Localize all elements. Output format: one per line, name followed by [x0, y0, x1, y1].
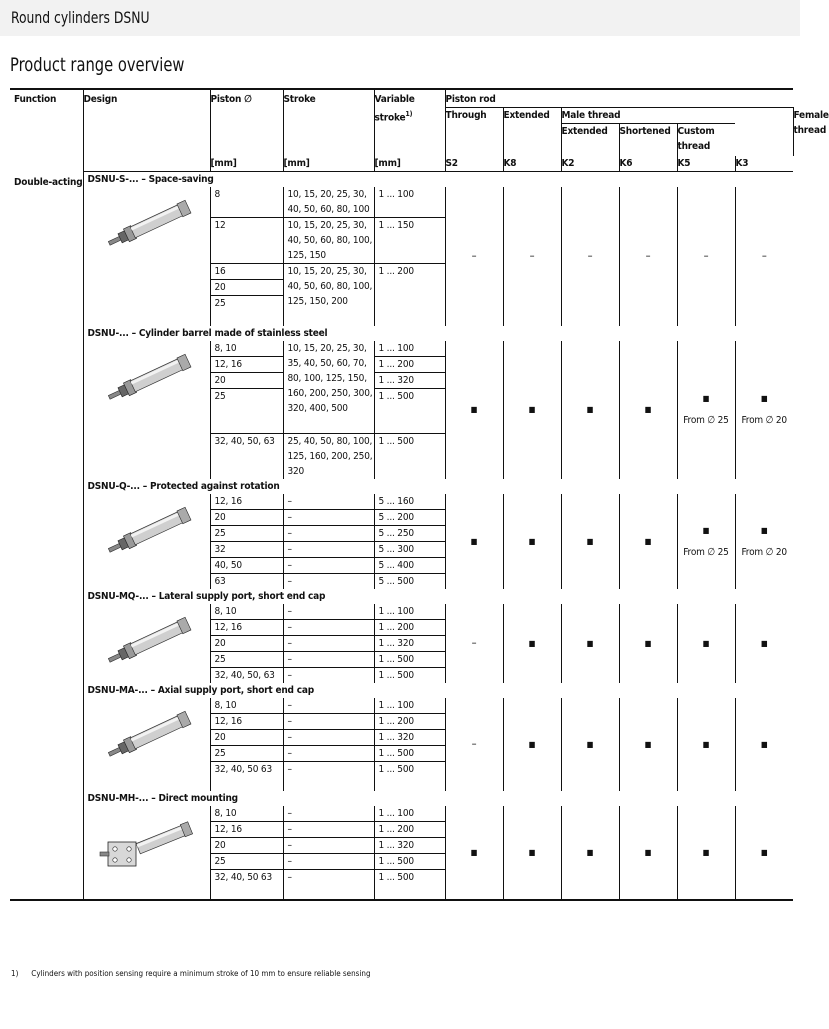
stroke-values: 10, 15, 20, 25, 30, 35, 40, 50, 60, 70, 80, 100, 125, 150, 160, 200, 250, 300, 320, 400, 500 — [283, 341, 374, 434]
direct-mount-cylinder-illustration — [94, 814, 204, 874]
cylinder-illustration — [94, 706, 204, 766]
availability-mark — [735, 494, 793, 589]
code-k8: K8 — [503, 156, 561, 172]
piston-diameter: 32, 40, 50 63 — [210, 761, 283, 791]
piston-diameter: 32, 40, 50, 63 — [210, 667, 283, 683]
piston-diameter: 40, 50 — [210, 557, 283, 573]
piston-diameter: 20 — [210, 280, 283, 296]
variable-stroke: 5 ... 300 — [374, 541, 445, 557]
filled-square-icon: ■ — [644, 638, 652, 648]
filled-square-icon: ■ — [528, 847, 536, 857]
filled-square-icon: ■ — [702, 847, 710, 857]
piston-diameter: 16 — [210, 264, 283, 280]
availability-mark — [561, 698, 619, 792]
variable-stroke: 1 ... 320 — [374, 838, 445, 854]
filled-square-icon: ■ — [586, 847, 594, 857]
col-male-thread: Male thread — [561, 108, 793, 124]
stroke-values: 10, 15, 20, 25, 30, 40, 50, 60, 80, 100 — [283, 187, 374, 218]
availability-mark — [503, 494, 561, 589]
variable-stroke: 1 ... 200 — [374, 356, 445, 372]
availability-mark — [619, 806, 677, 900]
variable-stroke: 1 ... 500 — [374, 388, 445, 433]
filled-square-icon: ■ — [528, 536, 536, 546]
group-title: DSNU-... – Cylinder barrel made of stainless steel — [83, 326, 793, 341]
availability-mark — [561, 187, 619, 326]
filled-square-icon: ■ — [586, 536, 594, 546]
cylinder-illustration — [94, 502, 204, 562]
filled-square-icon: ■ — [644, 405, 652, 414]
code-k3: K3 — [735, 156, 793, 172]
document-title: Round cylinders DSNU — [11, 8, 150, 27]
piston-diameter: 32, 40, 50, 63 — [210, 433, 283, 479]
col-piston: Piston ∅ — [210, 89, 283, 156]
dash-icon: – — [471, 737, 477, 751]
variable-stroke: 1 ... 100 — [374, 604, 445, 620]
stroke-values: – — [283, 573, 374, 589]
filled-square-icon: ■ — [760, 847, 768, 857]
stroke-values: – — [283, 651, 374, 667]
variable-stroke: 1 ... 500 — [374, 854, 445, 870]
variable-stroke: 1 ... 200 — [374, 713, 445, 729]
availability-mark — [561, 341, 619, 479]
availability-note: From ∅ 25 — [683, 546, 729, 558]
availability-note: From ∅ 20 — [741, 546, 787, 558]
group-title: DSNU-Q-... – Protected against rotation — [83, 479, 793, 494]
filled-square-icon: ■ — [644, 739, 652, 749]
stroke-values: – — [283, 822, 374, 838]
stroke-values: – — [283, 806, 374, 822]
variable-stroke: 5 ... 250 — [374, 525, 445, 541]
filled-square-icon: ■ — [760, 394, 768, 403]
stroke-values: – — [283, 667, 374, 683]
col-custom-thread: Custom thread — [677, 124, 735, 157]
filled-square-icon: ■ — [644, 847, 652, 857]
variable-stroke: 1 ... 200 — [374, 822, 445, 838]
piston-diameter: 32, 40, 50 63 — [210, 870, 283, 900]
availability-mark — [677, 806, 735, 900]
variable-stroke: 5 ... 160 — [374, 494, 445, 510]
stroke-values: 25, 40, 50, 80, 100, 125, 160, 200, 250, 320 — [283, 433, 374, 479]
availability-mark — [561, 604, 619, 683]
code-k6: K6 — [619, 156, 677, 172]
dash-icon: – — [587, 249, 593, 263]
col-stroke: Stroke — [283, 89, 374, 156]
cylinder-image — [83, 806, 210, 900]
table-row — [10, 604, 793, 620]
cylinder-image — [83, 187, 210, 326]
filled-square-icon: ■ — [702, 739, 710, 749]
variable-stroke: 1 ... 200 — [374, 619, 445, 635]
cylinder-image — [83, 494, 210, 589]
table-row — [10, 187, 793, 218]
variable-stroke: 1 ... 500 — [374, 761, 445, 791]
variable-stroke: 1 ... 500 — [374, 667, 445, 683]
stroke-values: 10, 15, 20, 25, 30, 40, 50, 60, 80, 100, 125, 150 — [283, 218, 374, 264]
availability-mark — [677, 494, 735, 589]
table-row — [10, 698, 793, 714]
piston-diameter: 8, 10 — [210, 698, 283, 714]
filled-square-icon: ■ — [760, 739, 768, 749]
col-piston-rod: Piston rod — [445, 89, 793, 108]
dash-icon: – — [703, 249, 709, 263]
piston-diameter: 12, 16 — [210, 494, 283, 510]
group-title: DSNU-MQ-... – Lateral supply port, short end cap — [83, 589, 793, 604]
availability-mark — [445, 806, 503, 900]
piston-diameter: 8 — [210, 187, 283, 218]
stroke-values: – — [283, 509, 374, 525]
piston-diameter: 12 — [210, 218, 283, 264]
stroke-values: – — [283, 854, 374, 870]
piston-diameter: 25 — [210, 296, 283, 326]
variable-stroke: 1 ... 100 — [374, 806, 445, 822]
piston-diameter: 8, 10 — [210, 341, 283, 357]
stroke-values: – — [283, 729, 374, 745]
dash-icon: – — [529, 249, 535, 263]
availability-mark — [735, 698, 793, 792]
variable-stroke: 1 ... 320 — [374, 729, 445, 745]
availability-mark — [503, 698, 561, 792]
product-range-table: Function Design Piston ∅ Stroke Variable stroke$^{1)}$ Piston rod Through Extended Male thread Female thread Extended Shortened Custom thread [mm] [mm] [mm] S2 K8 K2 K6 K5 K3 Double-acting DSNU-S-... – Space-saving 8 10, 15, 20, 25, 30, 40, 50, 60, 80, 100 1 ... 100 – – – – – – 12 10, 15, 20, 25, 30, 40, 50, 60, 80, 100, 125, 150 1 ... 150 16 10, 15, 20, 25, 30, 40, 50, 60, 80, 100, 125, 150, 200 1 ... 200 20 25 DSNU-... – Cylinder barrel made of stainless steel 8, 10 10, 15, 20, 25, 30, 35, 40, 50, 60, 70, 80, 100, 125, 150, 160, 200, 250, 300, 320, 400, 500 1 ... 100 ■ ■ ■ ■ ■ From ∅ 25 ■ From ∅ 20 12, 16 1 ... 200 20 1 ... 320 25 1 ... 500 32, 40, 50, 63 25, 40, 50, 80, 100, 125, 160, 200, 250, 320 1 ... 500 DSNU-Q-... – Protected against rotation 12, 16 – 5 ... 160 ■ ■ ■ ■ ■ From ∅ 25 ■ From ∅ 20 20 – 5 ... 200 25 – 5 ... 250 32 – 5 ... 300 40, 50 – 5 ... 400 63 – 5 ... 500 DSNU-MQ-... – Lateral supply port, short end cap 8, 10 – 1 ... 100 – ■ ■ ■ ■ ■ 12, 16 – 1 ... 200 20 – 1 ... 320 25 – 1 ... 500 32, 40, 50, 63 – 1 ... 500 DSNU-MA-... – Axial supply port, short end cap 8, 10 – 1 ... 100 – ■ ■ ■ ■ ■ 12, 16 – 1 ... 200 20 – 1 ... 320 25 – 1 ... 500 32, 40, 50 63 – 1 ... 500 DSNU-MH-... – Direct mounting 8, 10 – 1 ... 100 ■ ■ ■ ■ ■ ■ 12, 16 – 1 ... 200 20 – 1 ... 320 25 – 1 ... 500 32, 40, 50 63 – 1 ... 500 — [10, 88, 793, 901]
piston-diameter: 12, 16 — [210, 619, 283, 635]
code-k5: K5 — [677, 156, 735, 172]
dash-icon: – — [471, 636, 477, 649]
availability-mark — [445, 494, 503, 589]
piston-diameter: 12, 16 — [210, 713, 283, 729]
availability-note: From ∅ 20 — [741, 415, 787, 426]
stroke-values: – — [283, 494, 374, 510]
footnote-number: 1) — [11, 969, 19, 978]
availability-mark — [677, 604, 735, 683]
dash-icon: – — [645, 249, 651, 263]
function-label: Double-acting — [10, 172, 83, 900]
piston-diameter: 8, 10 — [210, 604, 283, 620]
availability-mark — [503, 341, 561, 479]
filled-square-icon: ■ — [586, 405, 594, 414]
piston-diameter: 20 — [210, 729, 283, 745]
code-s2: S2 — [445, 156, 503, 172]
col-extended2: Extended — [561, 124, 619, 157]
filled-square-icon: ■ — [702, 394, 710, 403]
filled-square-icon: ■ — [760, 638, 768, 648]
variable-stroke: 1 ... 320 — [374, 372, 445, 388]
group-title: DSNU-MH-... – Direct mounting — [83, 791, 793, 806]
cylinder-image — [83, 698, 210, 792]
availability-mark — [445, 604, 503, 683]
stroke-values: – — [283, 713, 374, 729]
stroke-values: – — [283, 525, 374, 541]
cylinder-illustration — [94, 612, 204, 672]
cylinder-image — [83, 604, 210, 683]
unit-design — [83, 156, 210, 172]
footnote — [11, 969, 371, 978]
availability-mark — [503, 806, 561, 900]
availability-mark — [503, 604, 561, 683]
col-through: Through — [445, 108, 503, 157]
cylinder-image — [83, 341, 210, 479]
unit-stroke: [mm] — [283, 156, 374, 172]
piston-diameter: 12, 16 — [210, 356, 283, 372]
stroke-values: – — [283, 698, 374, 714]
variable-stroke: 1 ... 500 — [374, 745, 445, 761]
piston-diameter: 20 — [210, 509, 283, 525]
variable-stroke: 5 ... 400 — [374, 557, 445, 573]
piston-diameter: 20 — [210, 635, 283, 651]
filled-square-icon: ■ — [702, 638, 710, 648]
variable-stroke: 1 ... 100 — [374, 341, 445, 357]
piston-diameter: 32 — [210, 541, 283, 557]
piston-diameter: 20 — [210, 838, 283, 854]
col-variable-stroke: Variable stroke$^{1)}$ — [374, 89, 445, 156]
cylinder-illustration — [94, 195, 204, 255]
stroke-values: 10, 15, 20, 25, 30, 40, 50, 60, 80, 100, 125, 150, 200 — [283, 264, 374, 326]
variable-stroke: 1 ... 100 — [374, 698, 445, 714]
piston-diameter: 25 — [210, 745, 283, 761]
stroke-values: – — [283, 838, 374, 854]
footnote-text: Cylinders with position sensing require a minimum stroke of 10 mm to ensure reliable sensing — [31, 969, 371, 978]
filled-square-icon: ■ — [528, 739, 536, 749]
variable-stroke: 1 ... 500 — [374, 870, 445, 900]
stroke-values: – — [283, 541, 374, 557]
variable-stroke: 5 ... 200 — [374, 509, 445, 525]
variable-stroke: 1 ... 150 — [374, 218, 445, 264]
piston-diameter: 25 — [210, 854, 283, 870]
variable-stroke: 1 ... 500 — [374, 651, 445, 667]
availability-mark — [561, 494, 619, 589]
availability-note: From ∅ 25 — [683, 415, 729, 426]
unit-piston: [mm] — [210, 156, 283, 172]
piston-diameter: 25 — [210, 388, 283, 433]
variable-stroke: 1 ... 100 — [374, 187, 445, 218]
dash-icon: – — [471, 249, 477, 263]
filled-square-icon: ■ — [470, 536, 478, 546]
filled-square-icon: ■ — [470, 405, 478, 414]
availability-mark — [561, 806, 619, 900]
piston-diameter: 12, 16 — [210, 822, 283, 838]
filled-square-icon: ■ — [586, 638, 594, 648]
dash-icon: – — [761, 249, 767, 263]
filled-square-icon: ■ — [644, 536, 652, 546]
availability-mark — [619, 341, 677, 479]
availability-mark — [677, 341, 735, 479]
cylinder-illustration — [94, 349, 204, 409]
table-row — [10, 806, 793, 822]
section-title: Product range overview — [10, 54, 185, 76]
col-design: Design — [83, 89, 210, 156]
availability-mark — [445, 698, 503, 792]
stroke-values: – — [283, 870, 374, 900]
availability-mark — [619, 604, 677, 683]
stroke-values: – — [283, 619, 374, 635]
availability-mark — [735, 187, 793, 326]
availability-mark — [619, 698, 677, 792]
group-title: DSNU-MA-... – Axial supply port, short end cap — [83, 683, 793, 698]
stroke-values: – — [283, 557, 374, 573]
piston-diameter: 25 — [210, 651, 283, 667]
availability-mark — [735, 341, 793, 479]
variable-stroke: 5 ... 500 — [374, 573, 445, 589]
col-extended: Extended — [503, 108, 561, 157]
table-row — [10, 494, 793, 510]
filled-square-icon: ■ — [528, 638, 536, 648]
filled-square-icon: ■ — [586, 739, 594, 749]
availability-mark — [735, 806, 793, 900]
filled-square-icon: ■ — [702, 525, 710, 535]
piston-diameter: 8, 10 — [210, 806, 283, 822]
availability-mark — [677, 698, 735, 792]
piston-diameter: 20 — [210, 372, 283, 388]
stroke-values: – — [283, 604, 374, 620]
filled-square-icon: ■ — [470, 847, 478, 857]
availability-mark — [619, 494, 677, 589]
stroke-values: – — [283, 635, 374, 651]
availability-mark — [619, 187, 677, 326]
stroke-values: – — [283, 761, 374, 791]
availability-mark — [735, 604, 793, 683]
unit-variable: [mm] — [374, 156, 445, 172]
table-row — [10, 341, 793, 357]
variable-stroke: 1 ... 320 — [374, 635, 445, 651]
code-k2: K2 — [561, 156, 619, 172]
availability-mark — [445, 187, 503, 326]
piston-diameter: 25 — [210, 525, 283, 541]
availability-mark — [677, 187, 735, 326]
availability-mark — [503, 187, 561, 326]
variable-stroke: 1 ... 500 — [374, 433, 445, 479]
variable-stroke: 1 ... 200 — [374, 264, 445, 326]
filled-square-icon: ■ — [528, 405, 536, 414]
col-function: Function — [10, 89, 83, 172]
availability-mark — [445, 341, 503, 479]
col-shortened: Shortened — [619, 124, 677, 157]
piston-diameter: 63 — [210, 573, 283, 589]
filled-square-icon: ■ — [760, 525, 768, 535]
group-title: DSNU-S-... – Space-saving — [83, 172, 793, 188]
stroke-values: – — [283, 745, 374, 761]
